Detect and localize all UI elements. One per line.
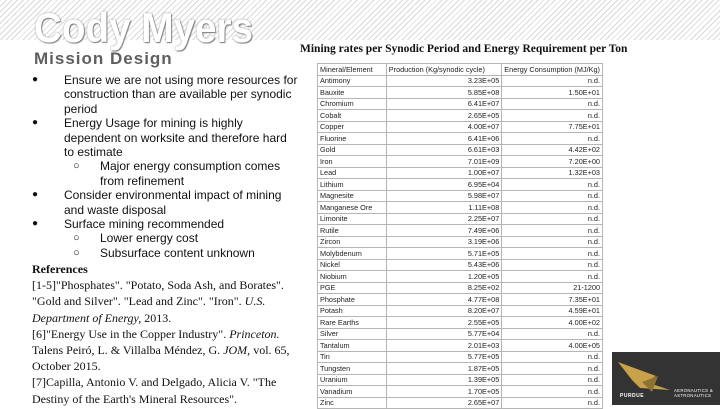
table-row (318, 167, 603, 179)
table-row (318, 351, 603, 363)
production-cell: 5.71E+05 (386, 248, 502, 260)
mining-table (317, 63, 603, 409)
energy-cell: n.d. (502, 190, 603, 202)
bullet-icon: ● (32, 117, 39, 129)
table-row (318, 121, 603, 133)
energy-cell: n.d. (502, 179, 603, 191)
bullet-item: ● Consider environmental impact of mining and waste disposal (32, 188, 282, 217)
mineral-cell: Limonite (318, 213, 387, 225)
production-cell: 2.65E+07 (386, 397, 502, 409)
production-cell: 3.23E+05 (386, 75, 502, 87)
mineral-cell: Nickel (318, 259, 387, 271)
table-row (318, 179, 603, 191)
table-row (318, 98, 603, 110)
slide-subtitle: Mission Design (34, 49, 173, 68)
column-header: Energy Consumption (MJ/Kg) (502, 64, 603, 76)
production-cell: 2.25E+07 (386, 213, 502, 225)
sub-bullet-item: ○ Subsurface content unknown (73, 245, 255, 260)
table-row (318, 156, 603, 168)
production-cell: 5.85E+08 (386, 87, 502, 99)
mineral-cell: Copper (318, 121, 387, 133)
energy-cell: n.d. (502, 259, 603, 271)
mineral-cell: Rutile (318, 225, 387, 237)
mineral-cell: Chromium (318, 98, 387, 110)
energy-cell: n.d. (502, 133, 603, 145)
production-cell: 8.25E+02 (386, 282, 502, 294)
table-row (318, 282, 603, 294)
energy-cell: 7.35E+01 (502, 294, 603, 306)
energy-cell: n.d. (502, 75, 603, 87)
mineral-cell: Molybdenum (318, 248, 387, 260)
table-row (318, 190, 603, 202)
mineral-cell: Uranium (318, 374, 387, 386)
table-row (318, 340, 603, 352)
mineral-cell: Tantalum (318, 340, 387, 352)
reference-item: [7]Capilla, Antonio V. and Delgado, Alicia V. "The Destiny of the Earth's Mineral Resources". (32, 375, 277, 406)
mineral-cell: Fluorine (318, 133, 387, 145)
energy-cell: 1.32E+03 (502, 167, 603, 179)
bullet-icon: ● (32, 218, 39, 230)
table-header-row (318, 64, 603, 76)
production-cell: 5.77E+05 (386, 351, 502, 363)
production-cell: 1.11E+08 (386, 202, 502, 214)
table-row (318, 213, 603, 225)
mineral-cell: Manganese Ore (318, 202, 387, 214)
mineral-cell: Cobalt (318, 110, 387, 122)
energy-cell: n.d. (502, 98, 603, 110)
bullet-item: ● Surface mining recommended (32, 217, 225, 232)
bullet-item: ● Energy Usage for mining is highly dependent on worksite and therefore hard to estimate (32, 116, 287, 160)
table-row (318, 363, 603, 375)
mineral-cell: Gold (318, 144, 387, 156)
reference-item: [6]"Energy Use in the Copper Industry". Princeton. (32, 326, 280, 341)
table-row (318, 144, 603, 156)
table-row (318, 328, 603, 340)
mineral-cell: Potash (318, 305, 387, 317)
mineral-cell: Zircon (318, 236, 387, 248)
energy-cell: n.d. (502, 351, 603, 363)
production-cell: 2.55E+05 (386, 317, 502, 329)
production-cell: 4.77E+08 (386, 294, 502, 306)
energy-cell: n.d. (502, 225, 603, 237)
energy-cell: n.d. (502, 271, 603, 283)
mineral-cell: Tin (318, 351, 387, 363)
table-row (318, 248, 603, 260)
energy-cell: n.d. (502, 374, 603, 386)
sub-bullet-item: ○ Major energy consumption comes from refinement (73, 159, 281, 188)
table-row (318, 75, 603, 87)
mineral-cell: Niobium (318, 271, 387, 283)
presenter-name: Cody Myers (34, 4, 254, 51)
energy-cell: n.d. (502, 386, 603, 398)
table-row (318, 87, 603, 99)
references (32, 261, 302, 407)
production-cell: 8.20E+07 (386, 305, 502, 317)
energy-cell: n.d. (502, 202, 603, 214)
table-row (318, 374, 603, 386)
energy-cell: n.d. (502, 397, 603, 409)
production-cell: 1.87E+05 (386, 363, 502, 375)
table-row (318, 386, 603, 398)
sub-bullet-icon: ○ (73, 160, 80, 173)
mineral-cell: Vanadium (318, 386, 387, 398)
column-header: Production (Kg/synodic cycle) (386, 64, 502, 76)
production-cell: 5.77E+04 (386, 328, 502, 340)
table-row (318, 133, 603, 145)
table-row (318, 110, 603, 122)
table-row (318, 294, 603, 306)
sub-bullet-icon: ○ (73, 246, 80, 259)
energy-cell: 4.00E+02 (502, 317, 603, 329)
production-cell: 1.70E+05 (386, 386, 502, 398)
production-cell: 5.98E+07 (386, 190, 502, 202)
energy-cell: 7.20E+00 (502, 156, 603, 168)
production-cell: 7.49E+06 (386, 225, 502, 237)
energy-cell: n.d. (502, 213, 603, 225)
production-cell: 1.20E+05 (386, 271, 502, 283)
sub-bullet-icon: ○ (73, 232, 80, 245)
bullet-item: ● Ensure we are not using more resources for construction than are available per synodic period (32, 73, 298, 116)
bullet-list (30, 73, 300, 260)
energy-cell: 4.59E+01 (502, 305, 603, 317)
table-row (318, 202, 603, 214)
reference-item: Talens Peiró, L. & Villalba Méndez, G. JOM, vol. 65, October 2015. (32, 343, 290, 374)
mineral-cell: PGE (318, 282, 387, 294)
table-row (318, 317, 603, 329)
bullet-icon: ● (32, 74, 39, 85)
mineral-cell: Silver (318, 328, 387, 340)
mineral-cell: Bauxite (318, 87, 387, 99)
energy-cell: 21-1200 (502, 282, 603, 294)
sub-bullet-item: ○ Lower energy cost (73, 231, 199, 246)
mineral-cell: Zinc (318, 397, 387, 409)
production-cell: 6.95E+04 (386, 179, 502, 191)
production-cell: 6.41E+06 (386, 133, 502, 145)
logo-right-text: AERONAUTICS & ASTRONAUTICS (674, 388, 713, 398)
energy-cell: n.d. (502, 236, 603, 248)
production-cell: 1.39E+05 (386, 374, 502, 386)
table-row (318, 397, 603, 409)
references-heading: References (32, 262, 88, 276)
production-cell: 6.41E+07 (386, 98, 502, 110)
mineral-cell: Lead (318, 167, 387, 179)
table-row (318, 259, 603, 271)
table-row (318, 271, 603, 283)
table-body (318, 75, 603, 409)
energy-cell: 1.50E+01 (502, 87, 603, 99)
table-title: Mining rates per Synodic Period and Energy Requirement per Ton (300, 43, 628, 55)
mineral-cell: Rare Earths (318, 317, 387, 329)
column-header: Mineral/Element (318, 64, 387, 76)
mineral-cell: Iron (318, 156, 387, 168)
production-cell: 6.61E+03 (386, 144, 502, 156)
energy-cell: 4.42E+02 (502, 144, 603, 156)
mineral-cell: Antimony (318, 75, 387, 87)
production-cell: 2.01E+03 (386, 340, 502, 352)
energy-cell: n.d. (502, 248, 603, 260)
production-cell: 5.43E+06 (386, 259, 502, 271)
table-row (318, 225, 603, 237)
bullet-icon: ● (32, 189, 39, 201)
production-cell: 4.00E+07 (386, 121, 502, 133)
energy-cell: 4.00E+05 (502, 340, 603, 352)
production-cell: 1.00E+07 (386, 167, 502, 179)
mineral-cell: Lithium (318, 179, 387, 191)
production-cell: 2.65E+05 (386, 110, 502, 122)
energy-cell: n.d. (502, 328, 603, 340)
energy-cell: 7.75E+01 (502, 121, 603, 133)
energy-cell: n.d. (502, 110, 603, 122)
table-row (318, 305, 603, 317)
energy-cell: n.d. (502, 363, 603, 375)
mineral-cell: Tungsten (318, 363, 387, 375)
purdue-logo (612, 352, 720, 405)
logo-left-text: PURDUE (620, 393, 645, 399)
reference-item: [1-5]"Phosphates". "Potato, Soda Ash, and Borates". "Gold and Silver". "Lead and Zinc". "Iron". U.S. Department of Energy, 2013. (32, 278, 284, 325)
production-cell: 7.01E+09 (386, 156, 502, 168)
mineral-cell: Phosphate (318, 294, 387, 306)
table-row (318, 236, 603, 248)
mineral-cell: Magnesite (318, 190, 387, 202)
production-cell: 3.19E+06 (386, 236, 502, 248)
